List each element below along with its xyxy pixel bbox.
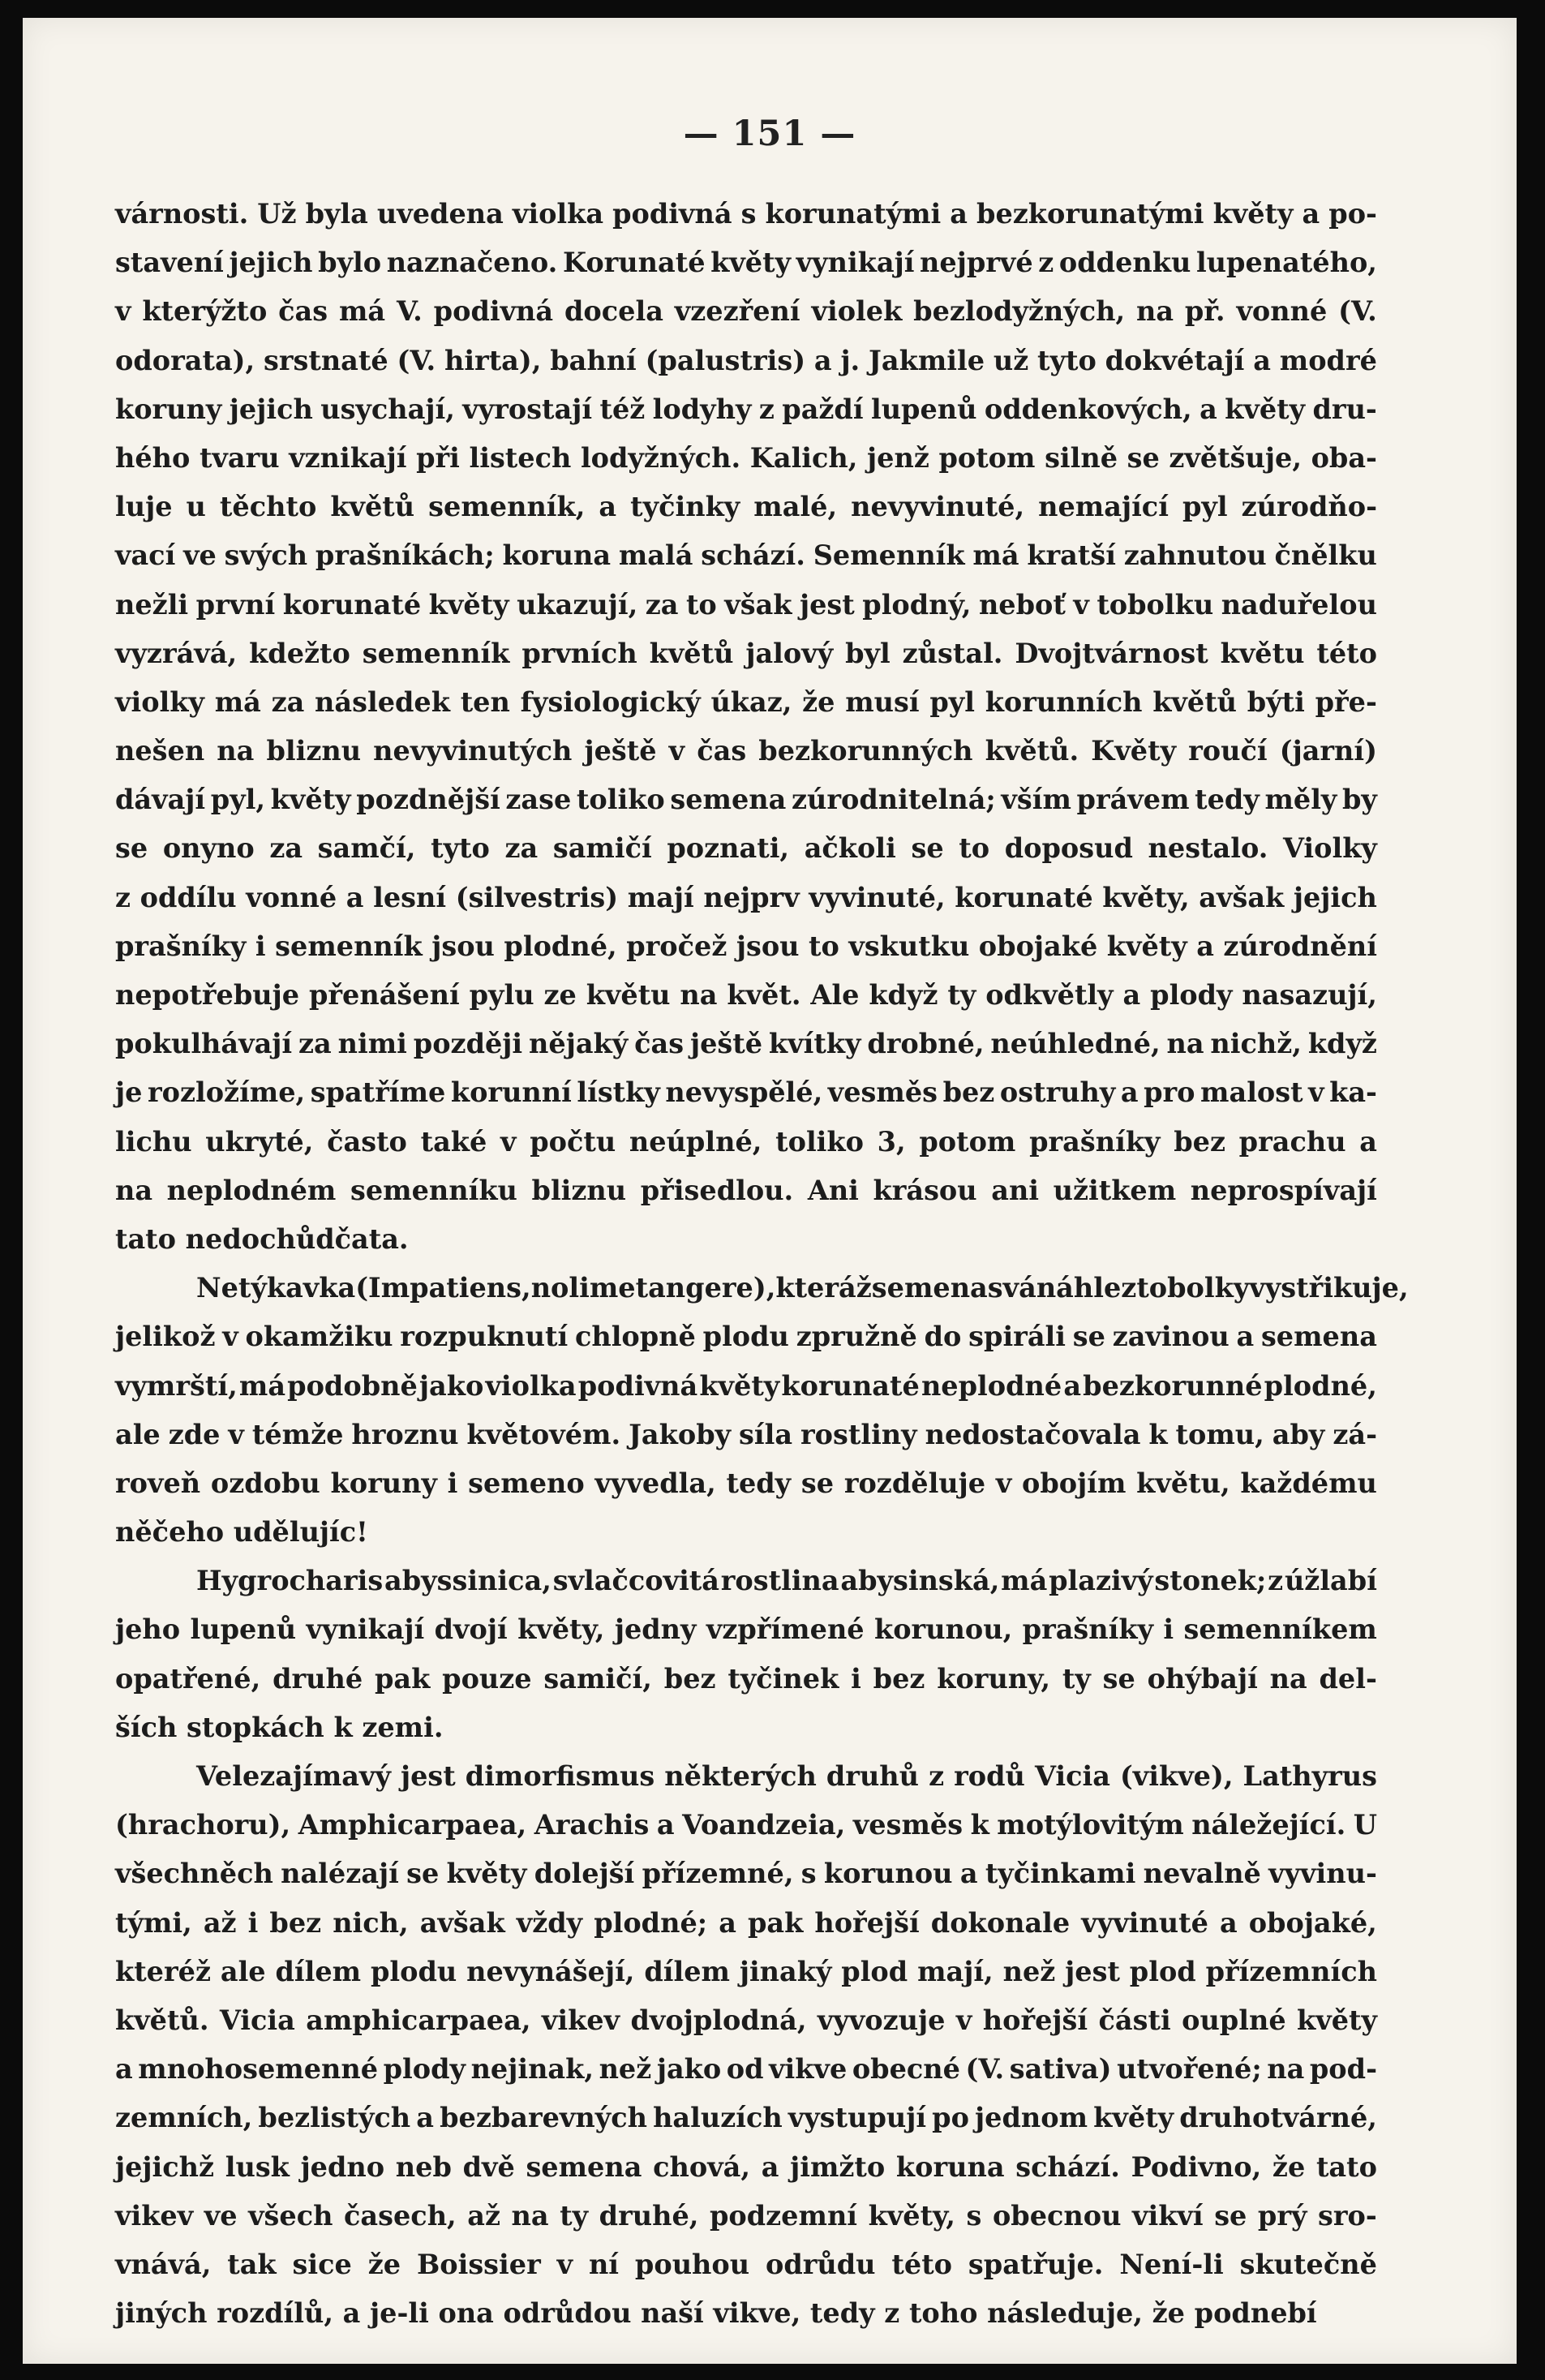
text-line: roveň ozdobu koruny i semeno vyvedla, tedy se rozděluje v obojím květu, každému (115, 1467, 1377, 1499)
text-line: dávají pyl, květy pozdnější zase toliko semena zúrodnitelná; vším právem tedy měly by (115, 784, 1377, 816)
text-line: všechněch nalézají se květy dolejší přízemné, s korunou a tyčinkami nevalně vyvinu- (115, 1858, 1377, 1890)
text-line: ších stopkách k zemi. (115, 1711, 444, 1743)
paragraph (115, 1752, 1377, 2338)
text-line: se onyno za samčí, tyto za samičí poznati, ačkoli se to doposud nestalo. Violky (115, 832, 1377, 865)
text-line: nepotřebuje přenášení pylu ze květu na květ. Ale když ty odkvětly a plody nasazují, (115, 979, 1377, 1011)
text-line: odorata), srstnaté (V. hirta), bahní (palustris) a j. Jakmile už tyto dokvétají a modré (115, 344, 1377, 376)
scan-edge (1517, 0, 1545, 2380)
paragraph (115, 1264, 1409, 1557)
text-line: kteréž ale dílem plodu nevynášejí, dílem jinaký plod mají, než jest plod přízemních (115, 1955, 1377, 1987)
text-line: ale zde v témže hroznu květovém. Jakoby síla rostliny nedostačovala k tomu, aby zá- (115, 1418, 1377, 1450)
text-line: tato nedochůdčata. (115, 1222, 409, 1255)
text-line: stavení jejich bylo naznačeno. Korunaté květy vynikají nejprvé z oddenku lupenatého, (115, 247, 1377, 279)
text-line: z oddílu vonné a lesní (silvestris) mají nejprv vyvinuté, korunaté květy, avšak jejich (115, 881, 1377, 913)
text-line: něčeho udělujíc! (115, 1516, 368, 1549)
text-line: zemních, bezlistých a bezbarevných haluzích vystupují po jednom květy druhotvárné, (115, 2102, 1377, 2134)
text-line: várnosti. Už byla uvedena violka podivná s korunatými a bezkorunatými květy a po- (115, 198, 1377, 230)
text-line: prašníky i semenník jsou plodné, pročež jsou to vskutku obojaké květy a zúrodnění (115, 930, 1377, 962)
text-line: jeho lupenů vynikají dvojí květy, jedny vzpřímené korunou, prašníky i semenníkem (115, 1613, 1377, 1646)
text-line: violky má za následek ten fysiologický úkaz, že musí pyl korunních květů býti pře- (115, 685, 1377, 718)
text-line: Hygrocharis abyssinica, svlačcovitá rostlina abysinská, má plazivý stonek; z úžlabí (196, 1565, 1377, 1597)
text-line: vikev ve všech časech, až na ty druhé, podzemní květy, s obecnou vikví se prý sro- (115, 2199, 1377, 2232)
page-number: — 151 — (683, 114, 856, 154)
text-line: a mnohosemenné plody nejinak, než jako od vikve obecné (V. sativa) utvořené; na pod- (115, 2053, 1377, 2086)
text-line: květů. Vicia amphicarpaea, vikev dvojplodná, vyvozuje v hořejší části ouplné květy (115, 2004, 1377, 2036)
text-line: hého tvaru vznikají při listech lodyžných. Kalich, jenž potom silně se zvětšuje, oba- (115, 441, 1377, 474)
body-text (115, 190, 1409, 2338)
text-line: jiných rozdílů, a je-li ona odrůdou naší vikve, tedy z toho následuje, že podnebí (115, 2297, 1317, 2330)
text-line: nešen na bliznu nevyvinutých ještě v čas bezkorunných květů. Květy roučí (jarní) (115, 735, 1377, 767)
text-line: vnává, tak sice že Boissier v ní pouhou odrůdu této spatřuje. Není-li skutečně (115, 2248, 1377, 2280)
text-line: jelikož v okamžiku rozpuknutí chlopně plodu zpružně do spiráli se zavinou a semena (115, 1321, 1377, 1353)
text-line: vací ve svých prašníkách; koruna malá schází. Semenník má kratší zahnutou čnělku (115, 539, 1377, 572)
text-line: pokulhávají za nimi později nějaký čas ještě kvítky drobné, neúhledné, na nichž, když (115, 1028, 1377, 1060)
text-line: vyzrává, kdežto semenník prvních květů jalový byl zůstal. Dvojtvárnost květu této (115, 637, 1377, 669)
text-line: vymrští, má podobně jako violka podivná květy korunaté neplodné a bezkorunné plodné, (115, 1369, 1377, 1402)
text-line: na neplodném semenníku bliznu přisedlou. Ani krásou ani užitkem neprospívají (115, 1174, 1377, 1206)
text-line: nežli první korunaté květy ukazují, za to však jest plodný, neboť v tobolku naduřelou (115, 588, 1377, 621)
book-page (23, 18, 1517, 2364)
text-line: koruny jejich usychají, vyrostají též lodyhy z paždí lupenů oddenkových, a květy dru- (115, 393, 1377, 425)
text-line: v kterýžto čas má V. podivná docela vzezření violek bezlodyžných, na př. vonné (V. (115, 295, 1377, 328)
text-line: opatřené, druhé pak pouze samičí, bez tyčinek i bez koruny, ty se ohýbají na del- (115, 1662, 1377, 1695)
text-line: Velezajímavý jest dimorfismus některých druhů z rodů Vicia (vikve), Lathyrus (196, 1760, 1377, 1792)
text-line: Netýkavka (Impatiens, noli me tangere), kteráž semena svá náhle z tobolky vystřikuje, (196, 1272, 1409, 1304)
paragraph (115, 190, 1377, 1264)
text-line: jejichž lusk jedno neb dvě semena chová, a jimžto koruna schází. Podivno, že tato (115, 2150, 1377, 2183)
text-line: (hrachoru), Amphicarpaea, Arachis a Voandzeia, vesměs k motýlovitým náležející. U (115, 1809, 1377, 1841)
text-line: je rozložíme, spatříme korunní lístky nevyspělé, vesměs bez ostruhy a pro malost v ka- (115, 1076, 1377, 1109)
text-line: lichu ukryté, často také v počtu neúplné, toliko 3, potom prašníky bez prachu a (115, 1125, 1377, 1158)
paragraph (115, 1557, 1377, 1752)
text-line: tými, až i bez nich, avšak vždy plodné; a pak hořejší dokonale vyvinuté a obojaké, (115, 1906, 1377, 1939)
text-line: luje u těchto květů semenník, a tyčinky malé, nevyvinuté, nemající pyl zúrodňo- (115, 491, 1377, 523)
